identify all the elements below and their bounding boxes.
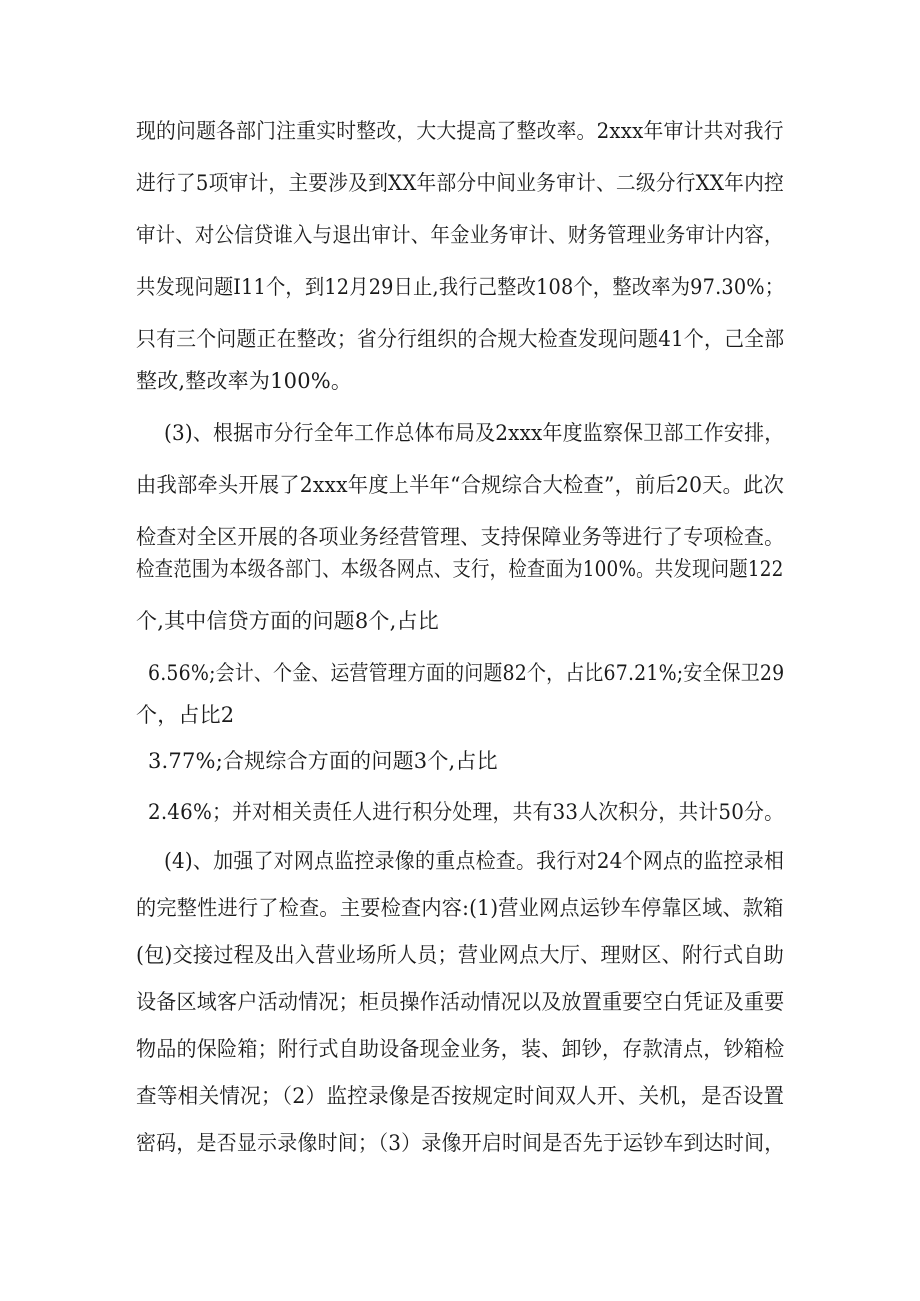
text-line: 设备区域客户活动情况；柜员操作活动情况以及放置重要空白凭证及重要: [136, 990, 785, 1014]
text-line: 共发现问题I11个，到12月29日止,我行己整改108个，整改率为97.30%；: [136, 275, 785, 299]
text-line: 3.77%;合规综合方面的问题3个,占比: [148, 749, 498, 773]
text-line: 查等相关情况；（2）监控录像是否按规定时间双人开、关机，是否设置: [136, 1084, 785, 1108]
text-line: 检查范围为本级各部门、本级各网点、支行，检查面为100%。共发现问题122: [136, 557, 784, 581]
text-line: (包)交接过程及出入营业场所人员；营业网点大厅、理财区、附行式自助: [136, 943, 784, 967]
text-line: 由我部牵头开展了2xxx年度上半年“合规综合大检查”，前后20天。此次: [136, 473, 785, 497]
text-line: (4)、加强了对网点监控录像的重点检查。我行对24个网点的监控录相: [164, 849, 785, 873]
text-line: (3)、根据市分行全年工作总体布局及2xxx年度监察保卫部工作安排，: [164, 421, 785, 445]
text-line: 进行了5项审计，主要涉及到XX年部分中间业务审计、二级分行XX年内控: [136, 171, 784, 195]
text-line: 审计、对公信贷谁入与退出审计、年金业务审计、财务管理业务审计内容，: [136, 223, 784, 247]
text-line: 物品的保险箱；附行式自助设备现金业务，装、卸钞，存款清点，钞箱检: [136, 1037, 785, 1061]
text-line: 检查对全区开展的各项业务经营管理、支持保障业务等进行了专项检查。: [136, 525, 785, 549]
text-line: 6.56%;会计、个金、运营管理方面的问题82个，占比67.21%;安全保卫29: [148, 661, 785, 685]
text-line: 现的问题各部门注重实时整改，大大提高了整改率。2xxx年审计共对我行: [136, 119, 784, 143]
text-line: 个,其中信贷方面的问题8个,占比: [136, 609, 439, 633]
text-line: 只有三个问题正在整改；省分行组织的合规大检查发现问题41个，己全部: [136, 327, 785, 351]
text-line: 密码，是否显示录像时间；（3）录像开启时间是否先于运钞车到达时间，: [136, 1131, 785, 1155]
text-line: 2.46%；并对相关责任人进行积分处理，共有33人次积分，共计50分。: [148, 800, 785, 824]
text-line: 的完整性进行了检查。主要检查内容:(1)营业网点运钞车停靠区域、款箱: [136, 896, 784, 920]
text-line: 个，占比2: [136, 703, 235, 727]
text-line: 整改,整改率为100%。: [136, 369, 353, 393]
